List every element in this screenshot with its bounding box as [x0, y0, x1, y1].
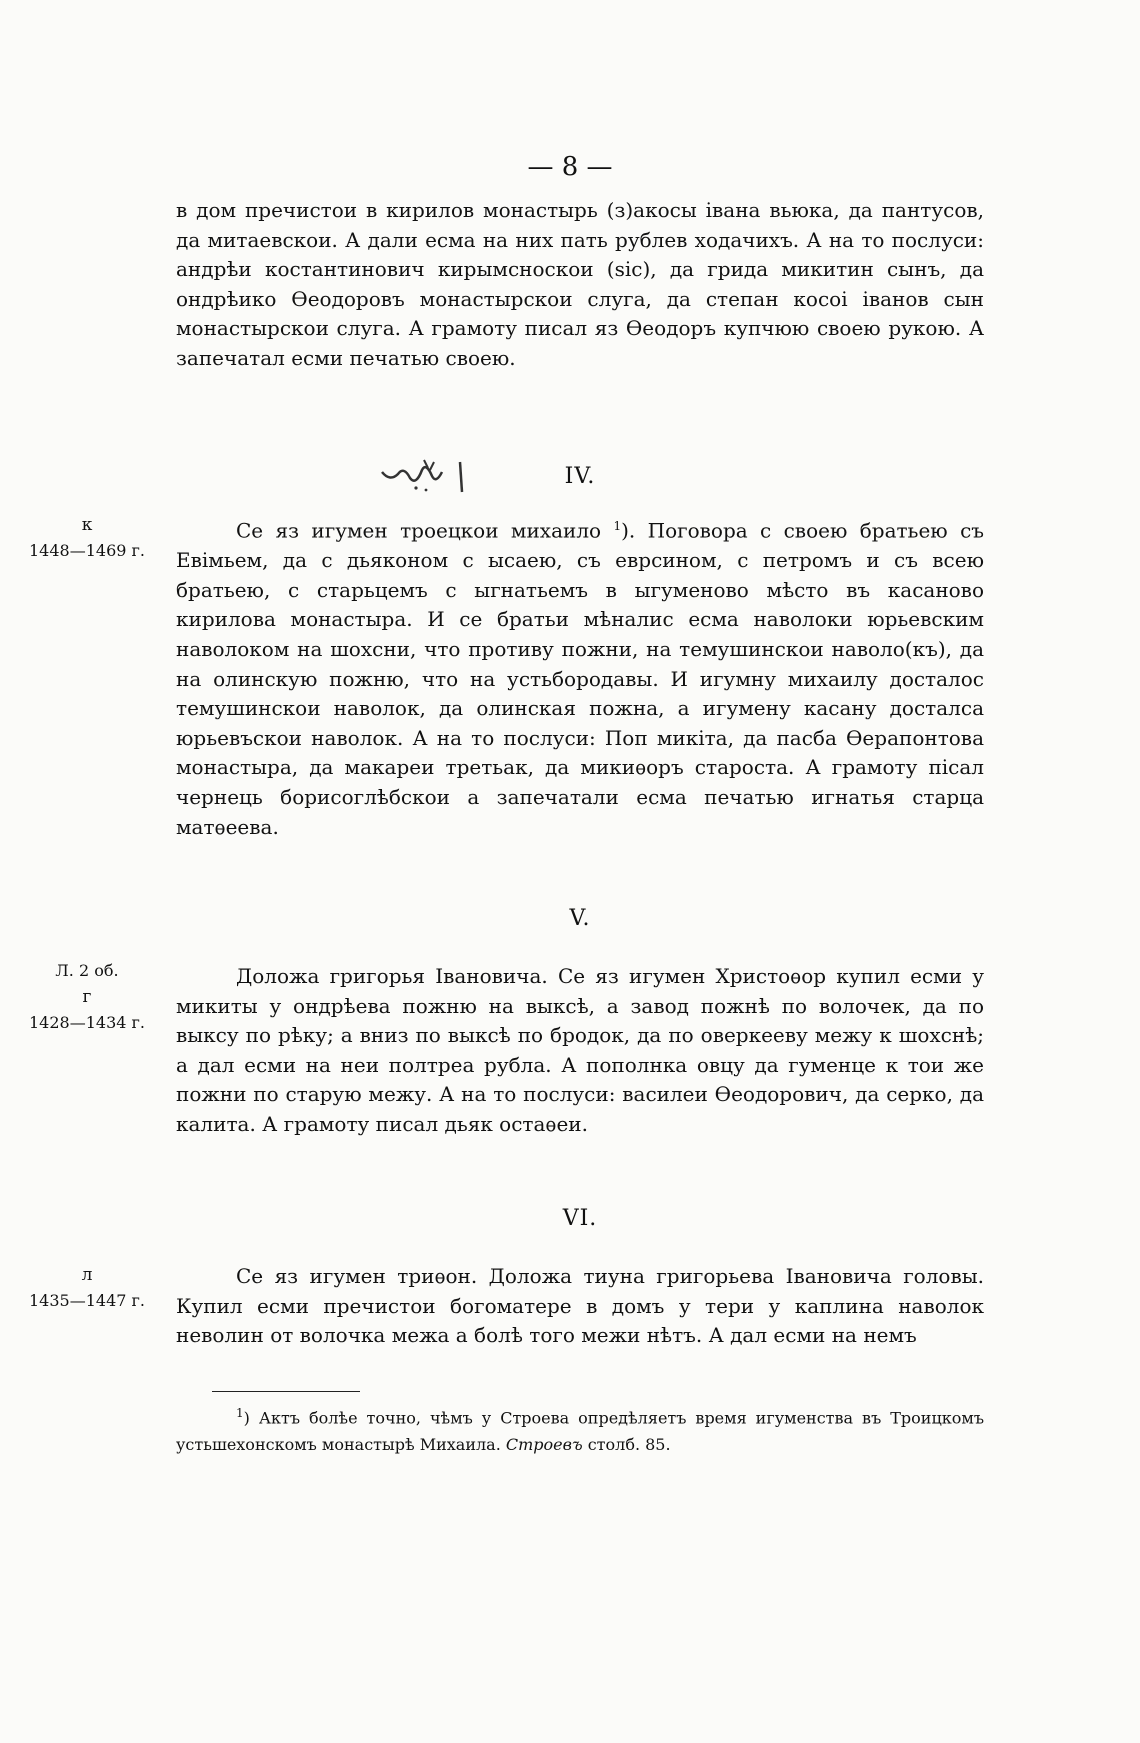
paragraph-iv [176, 512, 984, 842]
margin-note-vi [12, 1262, 162, 1314]
margin-folio-label: Л. 2 об. [55, 961, 119, 980]
footnote-column: столб. 85. [587, 1435, 671, 1455]
paragraph-vi: Се яз игумен триѳон. Доложа тиуна григорьева Івановича головы. Купил есми пречистои богоматере в домъ у тери у каплина наволок неволин от волочка межа а болѣ того межи нѣтъ. А дал есми на немъ [176, 1264, 984, 1348]
footnote [176, 1400, 984, 1458]
paragraph-v: Доложа григорья Івановича. Се яз игумен Христоѳор купил есми у микиты у ондрѣева пожню на выксѣ, а завод пожнѣ по волочек, да по выксу по рѣку; а вниз по выксѣ по бродок, да по оверкееву межу к шохснѣ; а дал есми на неи полтреа рубла. А пополнка овцу да гуменце к тои же пожни по старую межу. А на то послуси: василеи Ѳеодорович, да серко, да калита. А грамоту писал дьяк остаѳеи. [176, 964, 984, 1136]
margin-note-iv [12, 512, 162, 564]
margin-letter: к [81, 515, 93, 535]
margin-dates: 1428—1434 г. [29, 1013, 145, 1032]
paragraph-iv-start: Се яз игумен троецкои михаило [236, 518, 602, 543]
footnote-reference: 1 [613, 519, 622, 533]
section-heading-iv: IV. [564, 464, 596, 489]
page-number: — 8 — [527, 152, 613, 182]
footnote-divider [212, 1391, 360, 1392]
margin-dates: 1435—1447 г. [29, 1291, 145, 1310]
footnote-text: ) Актъ болѣе точно, чѣмъ у Строева опредѣляетъ время игуменства въ Троицкомъ устьшехонскомъ монастырѣ Михаила. [176, 1408, 984, 1455]
section-heading-vi: VI. [562, 1206, 598, 1231]
margin-dates: 1448—1469 г. [29, 541, 145, 560]
section-heading-v: V. [569, 906, 591, 931]
footnote-mark: 1 [236, 1406, 244, 1420]
margin-letter: г [82, 987, 92, 1007]
paragraph-continued: в дом пречистои в кирилов монастырь (з)акосы івана вьюка, да пантусов, да митаевскои. А дали есма на них пать рублев ходачихъ. А на то послуси: андрѣи костантинович кирымсноскои (sic), да грида микитин сынъ, да ондрѣико Ѳеодоровъ монастырскои слуга, да степан косоі іванов сын монастырскои слуга. А грамоту писал яз Ѳеодоръ купчюю своею рукою. А запечатал есми печатью своею. [176, 198, 984, 370]
footnote-source: Строевъ [505, 1435, 583, 1455]
margin-note-v [12, 958, 162, 1036]
margin-letter: л [81, 1265, 93, 1285]
paragraph-iv-rest: ). Поговора с своею братьею съ Евімьем, да с дьяконом с ысаею, съ еврсином, с петромъ и съ всею братьею, с старьцемъ с ыгнатьемъ в ыгуменово мѣсто въ касаново кирилова монастыра. И се братьи мѣналис есма наволоки юрьевским наволоком на шохсни, что противу пожни, на темушинскои наволо(къ), да на олинскую пожню, что на устьбородавы. И игумну михаилу досталос темушинскои наволок, да олинская пожна, а игумену касану досталса юрьевъскои наволок. А на то послуси: Поп микіта, да пасба Ѳерапонтова монастыра, да макареи третьак, да микиѳоръ староста. А грамоту пісал чернець борисоглѣбскои а запечатали есма печатью игнатья старца матѳеева. [176, 518, 984, 839]
